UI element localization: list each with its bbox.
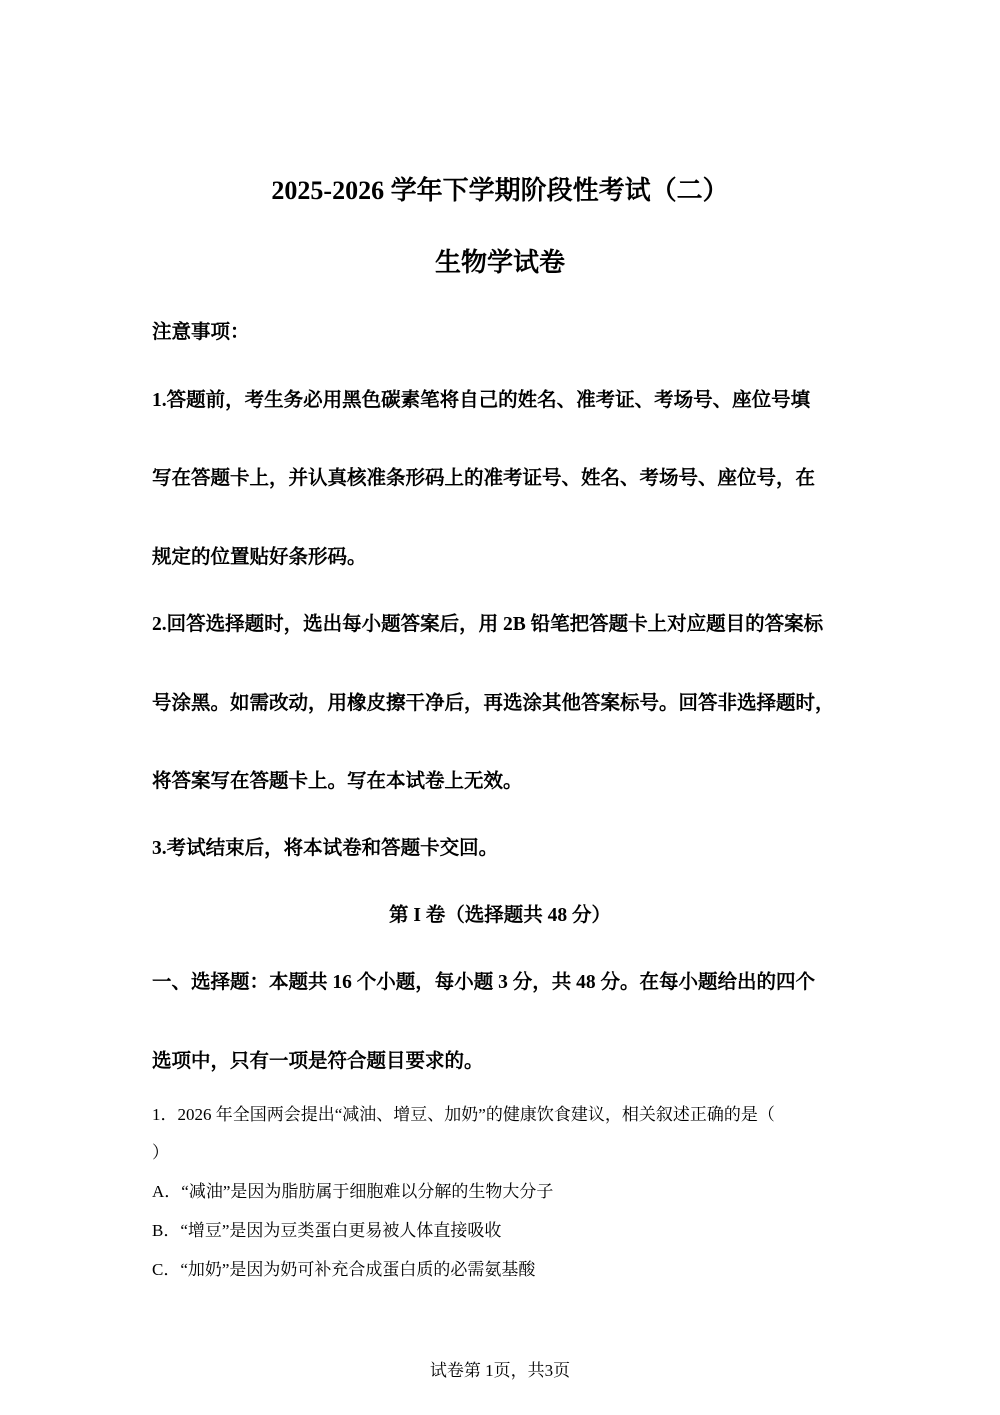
question-1-stem: 1．2026 年全国两会提出“减油、增豆、加奶”的健康饮食建议，相关叙述正确的是（ (152, 1105, 775, 1124)
page-footer: 试卷第 1页，共3页 (429, 1361, 571, 1380)
question-1-option-b: B．“增豆”是因为豆类蛋白更易被人体直接吸收 (152, 1221, 502, 1240)
question-1-option-a: A．“减油”是因为脂肪属于细胞难以分解的生物大分子 (152, 1182, 554, 1201)
notes-line-4: 2.回答选择题时，选出每小题答案后，用 2B 铅笔把答题卡上对应题目的答案标 (152, 614, 824, 635)
notes-line-5: 号涂黑。如需改动，用橡皮擦干净后，再选涂其他答案标号。回答非选择题时， (152, 693, 835, 714)
exam-subtitle: 生物学试卷 (434, 248, 565, 277)
section-title: 第 I 卷（选择题共 48 分） (388, 905, 612, 926)
exam-title: 2025-2026 学年下学期阶段性考试（二） (271, 176, 729, 205)
notes-line-1: 1.答题前，考生务必用黑色碳素笔将自己的姓名、准考证、考场号、座位号填 (152, 390, 811, 411)
notes-line-2: 写在答题卡上，并认真核准条形码上的准考证号、姓名、考场号、座位号，在 (152, 468, 816, 489)
section-instruction-2: 选项中，只有一项是符合题目要求的。 (152, 1051, 484, 1072)
question-1-stem-end: ） (152, 1143, 169, 1162)
section-instruction-1: 一、选择题：本题共 16 个小题，每小题 3 分，共 48 分。在每小题给出的四个 (152, 972, 816, 993)
notes-line-3: 规定的位置贴好条形码。 (152, 547, 367, 568)
notes-line-6: 将答案写在答题卡上。写在本试卷上无效。 (152, 771, 523, 792)
question-1-option-c: C．“加奶”是因为奶可补充合成蛋白质的必需氨基酸 (152, 1260, 536, 1279)
notes-line-7: 3.考试结束后，将本试卷和答题卡交回。 (152, 838, 499, 859)
notes-heading: 注意事项： (152, 322, 250, 343)
